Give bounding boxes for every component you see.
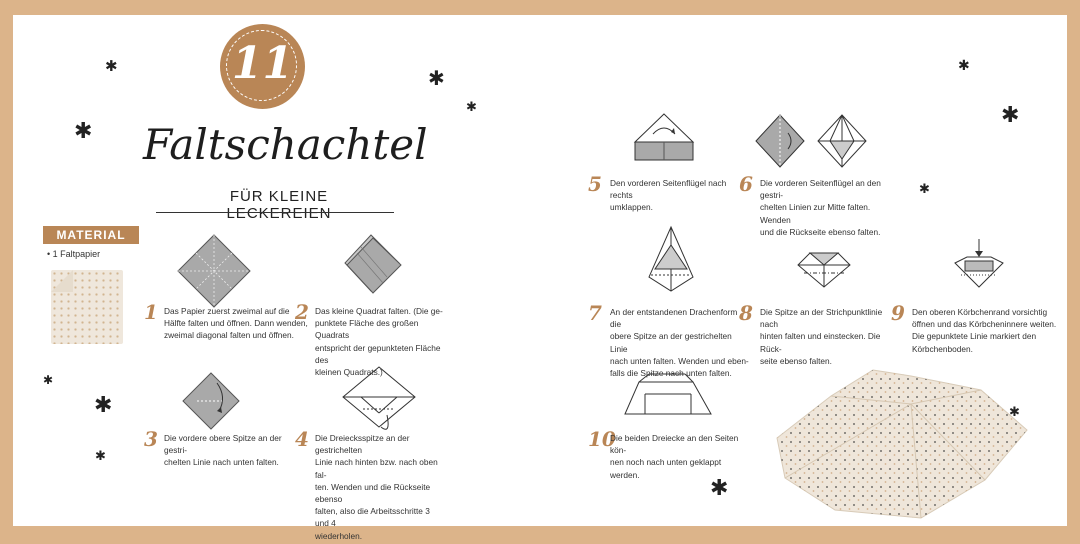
step-1-diagram (176, 233, 252, 309)
step-7-text: An der entstandenen Drachenform die obere Spitze an der gestrichelten Linie nach unten falten. Wenden und eben- falls die Spitze nach unten falten. (610, 307, 749, 379)
step-7-number: 7 (588, 301, 602, 325)
star-icon: ✱ (466, 100, 477, 115)
page-title: Faltschachtel (143, 120, 428, 169)
step-9-number: 9 (891, 301, 905, 325)
step-7-diagram (643, 225, 699, 295)
step-2-text: Das kleine Quadrat falten. (Die ge- punktete Fläche des großen Quadrats entspricht der gepunkteten Fläche des kleinen Quadrats.) (315, 306, 443, 378)
step-6-number: 6 (739, 172, 753, 196)
step-5-diagram (633, 112, 695, 164)
star-icon: ✱ (1001, 103, 1020, 128)
step-10-diagram (623, 372, 713, 418)
star-icon: ✱ (74, 119, 93, 144)
step-6-diagram-b (816, 113, 868, 169)
step-1-text: Das Papier zuerst zweimal auf die Hälfte falten und öffnen. Dann wenden, zweimal diagonal falten und öffnen. (164, 306, 308, 341)
star-icon: ✱ (958, 58, 970, 74)
star-icon: ✱ (105, 57, 118, 75)
subtitle-rule (156, 212, 394, 213)
project-number-badge (220, 24, 305, 109)
step-5-text: Den vorderen Seitenflügel nach rechts umklappen. (610, 178, 727, 213)
star-icon: ✱ (710, 476, 729, 501)
step-8-diagram (796, 251, 852, 291)
star-icon: ✱ (428, 66, 445, 90)
star-icon: ✱ (94, 393, 113, 418)
star-icon: ✱ (919, 182, 930, 197)
step-10-text: Die beiden Dreiecke an den Seiten kön- nen noch nach unten geklappt werden. (610, 433, 739, 480)
project-number: 11 (231, 38, 294, 89)
material-item: • 1 Faltpapier (47, 249, 101, 259)
star-icon: ✱ (1009, 405, 1020, 420)
step-8-number: 8 (739, 301, 753, 325)
paper-sample-image (51, 270, 123, 344)
step-8-text: Die Spitze an der Strichpunktlinie nach hinten falten und einstecken. Die Rück- seite ebenso falten. (760, 307, 883, 366)
finished-box-photo (771, 368, 1033, 524)
material-heading: MATERIAL (43, 226, 139, 244)
page-subtitle: FÜR KLEINE LECKEREIEN (226, 188, 332, 222)
step-6-diagram-a (754, 113, 806, 169)
book-spread (13, 15, 1067, 541)
step-6-text: Die vorderen Seitenflügel an den gestri- chelten Linien zur Mitte falten. Wenden und die Rückseite ebenso falten. (760, 178, 881, 237)
step-10-number: 10 (588, 427, 616, 451)
step-1-number: 1 (144, 300, 158, 324)
step-4-text: Die Dreiecksspitze an der gestrichelten Linie nach hinten bzw. nach oben fal- ten. Wenden und die Rückseite ebenso falten, also die Arbeitsschritte 3 und 4 wiederholen. (315, 433, 438, 541)
step-9-diagram (953, 237, 1005, 293)
step-3-number: 3 (144, 427, 158, 451)
paper-fold-shadow (51, 270, 73, 292)
step-3-diagram (181, 371, 241, 431)
step-3-text: Die vordere obere Spitze an der gestri- chelten Linie nach unten falten. (164, 433, 282, 468)
star-icon: ✱ (43, 373, 54, 387)
star-icon: ✱ (95, 449, 106, 464)
step-2-diagram (343, 233, 403, 295)
step-9-text: Den oberen Körbchenrand vorsichtig öffnen und das Körbcheninnere weiten. Die gepunktete Linie markiert den Körbchenboden. (912, 307, 1057, 354)
step-4-number: 4 (295, 427, 309, 451)
step-5-number: 5 (588, 172, 602, 196)
step-2-number: 2 (295, 300, 309, 324)
